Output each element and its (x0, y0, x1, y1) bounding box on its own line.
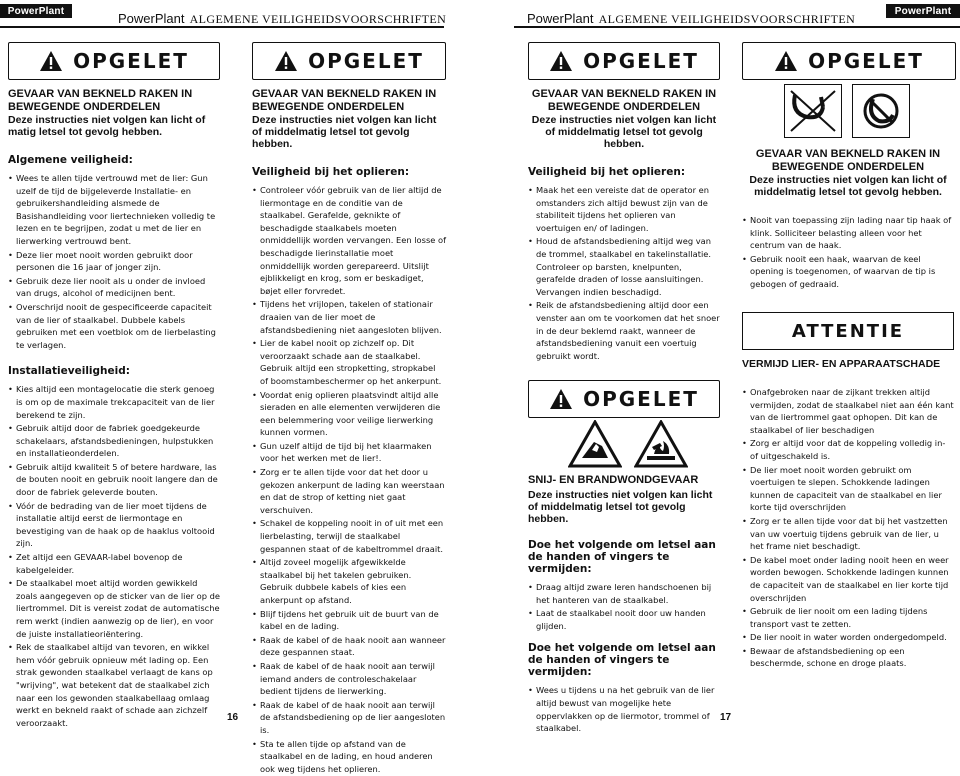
warning-icon (39, 50, 63, 72)
warning-word: OPGELET (73, 49, 189, 73)
list-item: • Vóór de bedrading van de lier moet tijdens de installatie altijd eerst de liermontage en bevestiging van de haak op de haaklus voltooid zijn. (8, 500, 220, 550)
attention-banner: ATTENTIE (742, 312, 954, 350)
column-2 (252, 42, 446, 776)
brand-name: PowerPlant (118, 11, 185, 26)
equipment-damage-list (742, 386, 954, 670)
list-item: • Gebruik nooit een haak, waarvan de keel opening is toegenomen, of waarvan de tip is gebogen of gedraaid. (742, 253, 954, 291)
list-item: • Tijdens het vrijlopen, takelen of stationair draaien van de lier moet de afstandsbediening niet aangesloten blijven. (252, 298, 446, 336)
page-number-right: 17 (720, 712, 732, 723)
list-item: • Gebruik deze lier nooit als u onder de invloed van drugs, alcohol of medicijnen bent. (8, 275, 220, 300)
header-right (527, 8, 855, 27)
equipment-damage-title: VERMIJD LIER- EN APPARAATSCHADE (742, 358, 941, 370)
warning-banner (528, 380, 720, 418)
winching-safety-title: Veiligheid bij het oplieren: (252, 166, 410, 178)
warning-banner (742, 42, 956, 80)
winching-safety-list (252, 184, 446, 775)
header-subtitle: ALGEMENE VEILIGHEIDSVOORSCHRIFTEN (189, 12, 447, 26)
list-item: • Controleer vóór gebruik van de lier altijd de liermontage en de conditie van de staalkabel. Gerafelde, geknikte of beschadigde staalkabels moeten onmiddellijk worden vervangen. Een losse of beschadigde lierinstallatie moet onmiddellijk worden gerepareerd. Uitslijt ejblikkeligt en krog, som er beskadiget, bøjet eller forvredet. (252, 184, 446, 297)
winching-safety-section (252, 166, 446, 775)
warning-word: OPGELET (583, 387, 699, 411)
list-item: • Zorg er te allen tijde voor dat het door u gekozen ankerpunt de lading kan weerstaan en dat de strop of ketting niet gaat verschuiven. (252, 466, 446, 516)
hazard-title: GEVAAR VAN BEKNELD RAKEN IN BEWEGENDE ONDERDELEN (531, 88, 717, 113)
install-safety-title: Installatieveiligheid: (8, 365, 130, 378)
hazard-title: GEVAAR VAN BEKNELD RAKEN IN BEWEGENDE ONDERDELEN (252, 88, 437, 113)
list-item: • Gebruik altijd door de fabriek goedgekeurde schakelaars, afstandsbedieningen, hulpstukken en installatieonderdelen. (8, 422, 220, 460)
hazard-title: GEVAAR VAN BEKNELD RAKEN IN BEWEGENDE ONDERDELEN (8, 88, 193, 113)
cut-burn-section (528, 474, 720, 736)
general-safety-list (8, 172, 220, 351)
hot-surface-list (528, 684, 720, 734)
bent-hook-icon (853, 85, 909, 137)
cut-burn-title: SNIJ- EN BRANDWONDGEVAAR (528, 474, 699, 486)
warning-word: OPGELET (808, 49, 924, 73)
brand-name: PowerPlant (527, 11, 594, 26)
warning-word: OPGELET (583, 49, 699, 73)
list-item: • Kies altijd een montagelocatie die sterk genoeg is om op de maximale trekcapaciteit van de lier berekend te zijn. (8, 383, 220, 421)
list-item: • Sta te allen tijde op afstand van de staalkabel en de lading, en houd anderen ook weg tijdens het oplieren. (252, 738, 446, 776)
list-item: • Raak de kabel of de haak nooit aan terwijl de afstandsbediening op de lier aangesloten is. (252, 699, 446, 737)
warning-banner (252, 42, 446, 80)
list-item: • Gun uzelf altijd de tijd bij het klaarmaken voor het werken met de lier!. (252, 440, 446, 465)
list-item: • Raak de kabel of de haak nooit aan wanneer deze gespannen staat. (252, 634, 446, 659)
list-item: • Gebruik altijd kwaliteit 5 of betere hardware, las de bouten nooit en gebruik nooit langere dan de door de fabriek geleverde bouten. (8, 461, 220, 499)
list-item: • Maak het een vereiste dat de operator en omstanders zich altijd bewust zijn van de stabiliteit tijdens het oplieren van voertuigen en/ of ladingen. (528, 184, 720, 234)
glove-list (528, 581, 720, 632)
warning-icon (774, 50, 798, 72)
hot-surface-section-title: Doe het volgende om letsel aan de handen of vingers te vermijden: (528, 642, 716, 679)
warning-banner (8, 42, 220, 80)
header-left (118, 8, 446, 27)
list-item: • Wees te allen tijde vertrouwd met de lier: Gun uzelf de tijd de bijgeleverde Installatie- en gebruikershandleiding alsmede de Basishandleiding voor liertechnieken volledig te lezen en te begrijpen, zodat u met de lier en lierwerking vertrouwd bent. (8, 172, 220, 248)
list-item: • Laat de staalkabel nooit door uw handen glijden. (528, 607, 720, 632)
hazard-title: GEVAAR VAN BEKNELD RAKEN IN BEWEGENDE ONDERDELEN (755, 148, 941, 173)
hook-tip-load-icon (785, 85, 841, 137)
warning-icon (549, 388, 573, 410)
column-3 (528, 42, 720, 363)
hook-safety-list (742, 214, 954, 291)
list-item: • Deze lier moet nooit worden gebruikt door personen die 16 jaar of jonger zijn. (8, 249, 220, 274)
powerplant-logo-right: PowerPlant (886, 4, 960, 18)
list-item: • De lier nooit in water worden ondergedompeld. (742, 631, 954, 644)
winching-safety-list (528, 184, 720, 362)
list-item: • De lier moet nooit worden gebruikt om voertuigen te slepen. Schokkende ladingen kunnen de capaciteit van de staalkabel en lier korte tijd overschrijden (742, 464, 954, 514)
page-number-left: 16 (227, 712, 239, 723)
warning-word: OPGELET (308, 49, 424, 73)
list-item: • Draag altijd zware leren handschoenen bij het hanteren van de staalkabel. (528, 581, 720, 606)
list-item: • Schakel de koppeling nooit in of uit met een lierbelasting, terwijl de staalkabel gespannen staat of de kabeltrommel draait. (252, 517, 446, 555)
list-item: • Raak de kabel of de haak nooit aan terwijl iemand anders de controleschakelaar bedient tijdens de lierwerking. (252, 660, 446, 698)
column-4 (742, 142, 954, 292)
winching-safety-section (528, 166, 720, 362)
cut-hazard-icon (568, 420, 622, 468)
warning-icon (549, 50, 573, 72)
burn-hazard-icon (634, 420, 688, 468)
list-item: • Rek de staalkabel altijd van tevoren, en wikkel hem vóór gebruik opnieuw mét lading op. Een strak gewonden staalkabel verlaagt de kans op "wrijving", wat betekent dat de staalkabel zich naar een los gewonden staalkabellaag omlaag werkt en bekneld raakt of schade aan zichzelf veroorzaakt. (8, 641, 220, 729)
list-item: • Wees u tijdens u na het gebruik van de lier altijd bewust van mogelijke hete oppervlakken op de liermotor, trommel of staalkabel. (528, 684, 720, 734)
hook-misuse-picture-a (784, 84, 842, 138)
glove-section-title: Doe het volgende om letsel aan de handen of vingers te vermijden: (528, 539, 716, 575)
install-safety-list (8, 383, 220, 729)
list-item: • Overschrijd nooit de gespecificeerde capaciteit van de lier of staalkabel. Dubbele kabels gebruiken met een voetblok om de lierbelasting te verlagen. (8, 301, 220, 351)
list-item: • Lier de kabel nooit op zichzelf op. Dit veroorzaakt schade aan de staalkabel. Gebruik altijd een stropketting, stropkabel of boomstambeschermer op het ankerpunt. (252, 337, 446, 387)
hazard-subtitle: Deze instructies niet volgen kan licht of middelmatig letsel tot gevolg hebben. (531, 114, 717, 150)
list-item: • Houd de afstandsbediening altijd weg van de trommel, staalkabel en takelinstallatie. Controleer op barsten, knelpunten, gerafelde draden of losse aansluitingen. Vervangen indien beschadigd. (528, 235, 720, 298)
list-item: • Altijd zoveel mogelijk afgewikkelde staalkabel bij het takelen gebruiken. Gebruik dubbele kabels of kies een ankerpunt op afstand. (252, 556, 446, 606)
list-item: • Zorg er altijd voor dat de koppeling volledig in- of uitgeschakeld is. (742, 437, 954, 462)
list-item: • Nooit van toepassing zijn lading naar tip haak of klink. Solliciteer belasting alleen voor het centrum van de haak. (742, 214, 954, 252)
install-safety-section (8, 365, 220, 729)
list-item: • Blijf tijdens het gebruik uit de buurt van de kabel en de lading. (252, 608, 446, 633)
list-item: • Bewaar de afstandsbediening op een beschermde, schone en droge plaats. (742, 645, 954, 670)
column-1 (8, 42, 220, 730)
warning-banner (528, 42, 720, 80)
winching-safety-title: Veiligheid bij het oplieren: (528, 166, 686, 178)
list-item: • De kabel moet onder lading nooit heen en weer worden bewogen. Schokkende ladingen kunnen de capaciteit van de staalkabel en lier korte tijd overschrijden (742, 554, 954, 604)
list-item: • Reik de afstandsbediening altijd door een venster aan om te voorkomen dat het snoer in de deur beklemd raakt, wanneer de afstandsbediening vanuit een voertuig gebruikt wordt. (528, 299, 720, 362)
warning-icon (274, 50, 298, 72)
hazard-subtitle: Deze instructies niet volgen kan licht of matig letsel tot gevolg hebben. (8, 114, 206, 138)
list-item: • Zet altijd een GEVAAR-label bovenop de kabelgeleider. (8, 551, 220, 576)
list-item: • Onafgebroken naar de zijkant trekken altijd vermijden, zodat de staalkabel niet aan één kant van de liertrommel gaat ophopen. Dit kan de staalkabel of lier beschadigen (742, 386, 954, 436)
list-item: • Gebruik de lier nooit om een lading tijdens transport vast te zetten. (742, 605, 954, 630)
list-item: • Zorg er te allen tijde voor dat bij het vastzetten van uw voertuig tijdens gebruik van de lier, u het frame niet beschadigt. (742, 515, 954, 553)
general-safety-title: Algemene veiligheid: (8, 154, 133, 166)
cut-burn-subtitle: Deze instructies niet volgen kan licht of middelmatig letsel tot gevolg hebben. (528, 489, 713, 525)
hazard-subtitle: Deze instructies niet volgen kan licht of middelmatig letsel tot gevolg hebben. (252, 114, 437, 150)
powerplant-logo-left: PowerPlant (0, 4, 72, 18)
hazard-subtitle: Deze instructies niet volgen kan licht of middelmatig letsel tot gevolg hebben. (749, 174, 947, 198)
equipment-damage-section (742, 358, 954, 671)
list-item: • Voordat enig oplieren plaatsvindt altijd alle sieraden en alle elementen verwijderen die een belemmering voor veilige lierwerking kunnen vormen. (252, 389, 446, 439)
general-safety-section (8, 154, 220, 351)
header-rule-right (514, 26, 960, 28)
hook-misuse-picture-b (852, 84, 910, 138)
list-item: • De staalkabel moet altijd worden gewikkeld zoals aangegeven op de sticker van de lier op de liertrommel. Dit is vereist zodat de automatische rem werkt (indien aanwezig op de lier), en voor de juiste installatieoriëntering. (8, 577, 220, 640)
header-rule-left (0, 26, 444, 28)
header-subtitle: ALGEMENE VEILIGHEIDSVOORSCHRIFTEN (598, 12, 856, 26)
